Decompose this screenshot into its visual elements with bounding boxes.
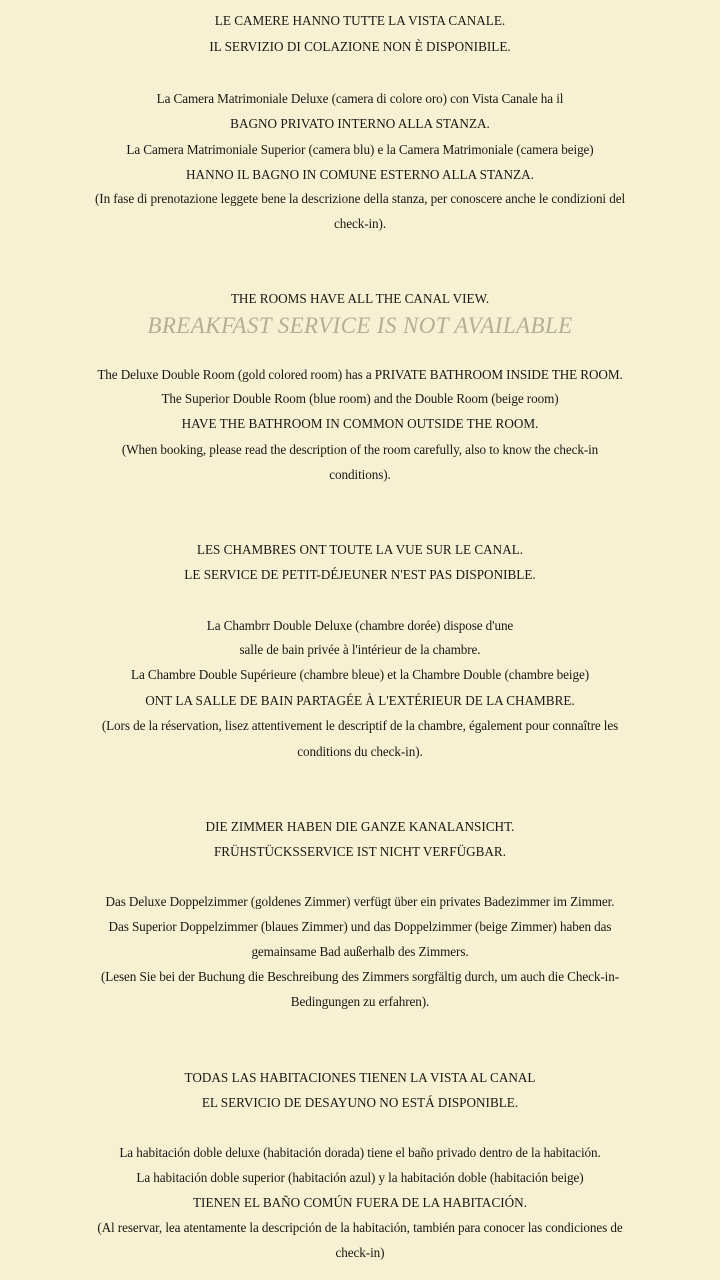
en-breakfast-banner: BREAKFAST SERVICE IS NOT AVAILABLE xyxy=(147,313,573,338)
de-shared-bath-text: gemainsame Bad außerhalb des Zimmers. xyxy=(251,944,469,959)
fr-deluxe-room-text: La Chambrr Double Deluxe (chambre dorée) dispose d'une xyxy=(206,618,514,633)
en-headline-view: THE ROOMS HAVE ALL THE CANAL VIEW. xyxy=(230,291,490,306)
es-headline-breakfast: EL SERVICIO DE DESAYUNO NO ESTÁ DISPONIBLE. xyxy=(201,1095,519,1110)
de-deluxe-room-text: Das Deluxe Doppelzimmer (goldenes Zimmer) verfügt über ein privates Badezimmer im Zimmer. xyxy=(105,894,615,909)
fr-private-bath-text: salle de bain privée à l'intérieur de la chambre. xyxy=(239,642,481,657)
fr-headline-breakfast: LE SERVICE DE PETIT-DÉJEUNER N'EST PAS DISPONIBLE. xyxy=(184,567,536,582)
en-shared-bath-text: HAVE THE BATHROOM IN COMMON OUTSIDE THE ROOM. xyxy=(181,416,539,431)
de-booking-note: (Lesen Sie bei der Buchung die Beschreibung des Zimmers sorgfältig durch, um auch die Check-in- xyxy=(101,969,619,984)
es-booking-note-end: check-in) xyxy=(335,1245,385,1260)
en-booking-note-end: conditions). xyxy=(329,467,391,482)
it-headline-breakfast: IL SERVIZIO DI COLAZIONE NON È DISPONIBILE. xyxy=(209,39,511,54)
fr-booking-note-end: conditions du check-in). xyxy=(297,744,423,759)
fr-headline-view: LES CHAMBRES ONT TOUTE LA VUE SUR LE CANAL. xyxy=(196,542,524,557)
it-booking-note-end: check-in). xyxy=(333,216,387,231)
de-booking-note-end: Bedingungen zu erfahren). xyxy=(290,994,430,1009)
es-superior-room-text: La habitación doble superior (habitación azul) y la habitación doble (habitación beige) xyxy=(136,1170,584,1185)
fr-booking-note: (Lors de la réservation, lisez attentivement le descriptif de la chambre, également pour connaître les xyxy=(101,718,619,733)
es-booking-note: (Al reservar, lea atentamente la descripción de la habitación, también para conocer las condiciones de xyxy=(97,1220,623,1235)
it-private-bath-text: BAGNO PRIVATO INTERNO ALLA STANZA. xyxy=(230,116,490,131)
en-deluxe-room-text: The Deluxe Double Room (gold colored room) has a PRIVATE BATHROOM INSIDE THE ROOM. xyxy=(97,367,623,382)
it-headline-view: LE CAMERE HANNO TUTTE LA VISTA CANALE. xyxy=(214,13,506,28)
it-superior-room-text: La Camera Matrimoniale Superior (camera blu) e la Camera Matrimoniale (camera beige) xyxy=(126,142,594,157)
en-superior-room-text: The Superior Double Room (blue room) and the Double Room (beige room) xyxy=(161,391,559,406)
de-headline-breakfast: FRÜHSTÜCKSSERVICE IST NICHT VERFÜGBAR. xyxy=(213,844,507,859)
en-booking-note: (When booking, please read the description of the room carefully, also to know the check-in xyxy=(121,442,599,457)
de-headline-view: DIE ZIMMER HABEN DIE GANZE KANALANSICHT. xyxy=(205,819,515,834)
es-shared-bath-text: TIENEN EL BAÑO COMÚN FUERA DE LA HABITACIÓN. xyxy=(193,1195,527,1210)
de-superior-room-text: Das Superior Doppelzimmer (blaues Zimmer) und das Doppelzimmer (beige Zimmer) haben das xyxy=(108,919,612,934)
it-shared-bath-text: HANNO IL BAGNO IN COMUNE ESTERNO ALLA STANZA. xyxy=(186,167,534,182)
it-deluxe-room-text: La Camera Matrimoniale Deluxe (camera di colore oro) con Vista Canale ha il xyxy=(156,91,564,106)
it-booking-note: (In fase di prenotazione leggete bene la descrizione della stanza, per conoscere anche le condizioni del xyxy=(94,191,626,206)
es-headline-view: TODAS LAS HABITACIONES TIENEN LA VISTA AL CANAL xyxy=(184,1070,536,1085)
es-deluxe-room-text: La habitación doble deluxe (habitación dorada) tiene el baño privado dentro de la habitación. xyxy=(119,1145,601,1160)
fr-shared-bath-text: ONT LA SALLE DE BAIN PARTAGÉE À L'EXTÉRIEUR DE LA CHAMBRE. xyxy=(145,693,575,708)
fr-superior-room-text: La Chambre Double Supérieure (chambre bleue) et la Chambre Double (chambre beige) xyxy=(130,667,590,682)
